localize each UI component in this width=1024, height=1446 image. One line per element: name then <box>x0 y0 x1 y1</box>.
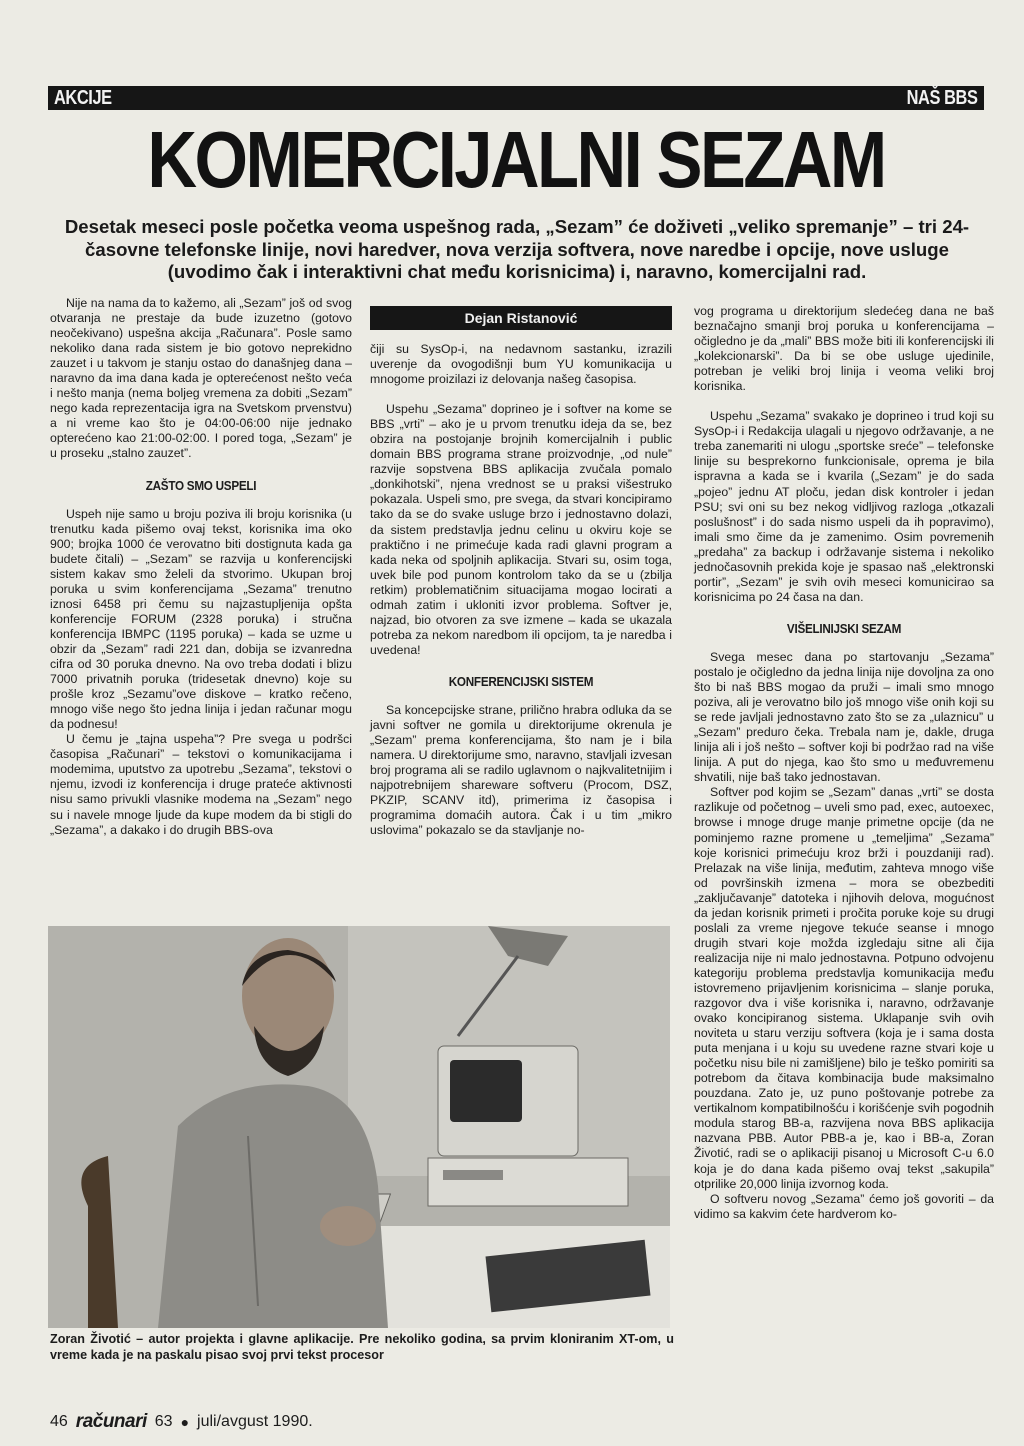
column-3 <box>694 304 994 1222</box>
headline: KOMERCIJALNI SEZAM <box>147 115 885 204</box>
paragraph: Uspeh nije samo u broju poziva ili broju korisnika (u trenutku kada pišemo ovaj tekst, korisnika ima oko 900; brojka 1000 će verovatno biti dostignuta kada ga budete čitali) – „Sezam” se razvija u konferencijski sistem kakav smo želeli da stvorimo. Ukupan broj poruka u svim konferencijama „Sezama” trenutno iznosi 6458 pri čemu su najzastupljenija opšta konferencije FORUM (2328 poruka) i stručna konferencija IBMPC (1195 poruka) – kada se uzme u obzir da „Sezam” radi 221 dan, dobija se izvanredna cifra od 30 poruka dnevno. Na ovo treba dodati i blizu 7000 privatnih poruka (tridesetak dnevno) koje su prošle kroz „Sezamu”ove diskove – kratko rečeno, mnogo više nego što jedna linija i jedan računar mogu da podnesu! <box>50 506 352 732</box>
page-number: 46 <box>50 1413 68 1430</box>
section-label-right: NAŠ BBS <box>907 87 978 109</box>
bullet-icon: ● <box>180 1414 190 1430</box>
page-footer <box>50 1410 313 1434</box>
issue-number: 63 <box>154 1413 173 1430</box>
section-label-left: AKCIJE <box>54 87 112 109</box>
author-byline: Dejan Ristanović <box>370 306 672 330</box>
paragraph: vog programa u direktorijum sledećeg dana ne baš beznačajno smanji broj poruka u konferencijama – očigledno je da „mali” BBS može biti ili konferencijski ili „kolekcionarski”. Da bi se obe usluge ujedinile, potreban je veliki broj linija i veoma veliki broj korisnika. <box>694 304 994 394</box>
section-bar <box>48 86 984 110</box>
paragraph: Svega mesec dana po startovanju „Sezama” postalo je očigledno da jedna linija nije dovoljna za ono što bi naš BBS mogao da pruži – imali smo mnogo poziva, ali je verovatno bilo još mnogo više onih koji su se rede javljali jednostavno zato što se za „ulaznicu” u „Sezam” preduго čeka. Trebala nam je, dakle, druga linija ali i još nešto – softver koji bi podržao rad na više linija. A put do njega, kao što smo u međuvremenu shvatili, nije baš tako jednostavan. <box>694 649 994 785</box>
paragraph: Uspehu „Sezama” doprineo je i softver na kome se BBS „vrti” – ako je u prvom trenutku ideja da se, bez obzira na postojanje brojnih komercijalnih i public domain BBS programa strane proizvodnje, „od nule” razvije sopstvena BBS aplikacija zvučala pomalo „donkihotski”, njena vrednost se u praksi višestruko pokazala. Uspeli smo, pre svega, da stvari koncipiramo tako da se do svake usluge brzo i jednostavno dolazi, da sistem predstavlja jednu celinu u okviru koje se praktično i ne primećuje kada radi glavni program a kada neka od spoljnih aplikacija. Stvari su, osim toga, uvek bile pod punom kontrolom tako da se u (zbilja retkim) problematičnim situacijama mogao locirati a odmah zatim i ukloniti izvor problema. Softver je, najzad, bio otvoren za sve izmene – kada se ukazala potreba za nekom naredbom ili opcijom, ta je naredba i uvedena! <box>370 402 672 657</box>
subheading: KONFERENCIJSKI SISTEM <box>448 673 594 689</box>
issue-date: juli/avgust 1990. <box>197 1413 313 1430</box>
paragraph: U čemu je „tajna uspeha”? Pre svega u podršci časopisa „Računari” – tekstovi o komunikacijama i modemima, uputstvo za upotrebu „Sezama”, tekstovi o njemu, izvodi iz konferencija i druge prateće aktivnosti nisu samo privukli vlasnike modema na „Sezam” nego su i navele mnoge ljude da kupe modem da bi stigli do „Sezama”, a dakako i do drugih BBS-ova <box>50 732 352 837</box>
magazine-name: računari <box>75 1411 147 1432</box>
paragraph: O softveru novog „Sezama” ćemo još govoriti – da vidimo sa kakvim ćete hardverom ko- <box>694 1191 994 1221</box>
subheading: VIŠELINIJSKI SEZAM <box>786 620 902 636</box>
photo <box>48 926 670 1328</box>
column-1 <box>50 296 352 838</box>
paragraph: čiji su SysOp-i, na nedavnom sastanku, izrazili uverenje da ovogodišnji bum YU komunikacija u mnogome proizilazi iz delovanja našeg časopisa. <box>370 342 672 387</box>
paragraph: Sa koncepcijske strane, prilično hrabra odluka da se javni softver ne gomila u direktorijume okrenula je „Sezam” prema konferencijama, što nam je i bila namera. U direktorijume smo, naravno, stavljali izvesan broj programa ali se radilo uglavnom o najkvalitetnijim i najpotrebnijem shareware softveru (Procom, DSZ, PKZIP, SCANV itd), primerima iz časopisa i programima domaćih autora. Čak i u tim „mikro uslovima” pokazalo se da stavljanje no- <box>370 702 672 838</box>
photo-caption: Zoran Životić – autor projekta i glavne aplikacije. Pre nekoliko godina, sa prvim kloniranim XT-om, u vreme kada je na paskalu pisao svoj prvi tekst procesor <box>50 1332 674 1362</box>
paragraph: Softver pod kojim se „Sezam” danas „vrti” se dosta razlikuje od početnog – uveli smo pad, exec, autoexec, browse i mnoge druge manje primetne opcije (da ne pominjemo razne promene u „temeljima” „Sezama” koje korisnici primećuju kroz brži i pouzdaniji rad). Prelazak na više linija, međutim, zahteva mnogo više od površinskih izmena – mora se obezbediti „zaključavanje” datoteka i njihovih delova, mogućnost da jedan korisnik primeti i pročita poruke koje su drugi poslali za vreme njegove tekuće seanse i mnogo drugih stvari koje možda izgledaju sitne ali čija realizacija nije ni malo jednostavna. Potpuno odvojenu kategoriju problema predstavlja komunikacija među istovremeno prijavljenim korisnicima – slanje poruka, razgovor dva i više korisnika i, naravno, održavanje ovako koncipiranog sistema. Uklapanje svih ovih noviteta u staru verziju softvera (koja je i sama dosta puta menjana i u koju su uvedene razne stvari koje u početku nisu bile ni zamišljene) bilo je teško pomiriti sa potrebom da čitava kombinacija bude maksimalno pouzdana. Zato je, uz puno poštovanje potrebe za vertikalnom kompatibilnošću i korišćenje svih pogodnih modula starog BB-a, razvijena nova BBS aplikacija nazvana PBB. Autor PBB-a je, kao i BB-a, Zoran Životić, radi se o aplikaciji pisanoj u Microsoft C-u 6.0 koja je do dana kada pišemo ovaj tekst „sakupila” otprilike 20,000 linija izvornog koda. <box>694 785 994 1191</box>
deck: Desetak meseci posle početka veoma uspešnog rada, „Sezam” će doživeti „veliko spremanje” – tri 24-časovne telefonske linije, novi haredver, nova verzija softvera, nove naredbe i opcije, nove usluge (uvodimo čak i interaktivni chat među korisnicima) i, naravno, komercijalni rad. <box>64 216 970 282</box>
photo-illustration <box>48 926 670 1328</box>
paragraph: Uspehu „Sezama” svakako je doprineo i trud koji su SysOp-i i Redakcija ulagali u njegovo održavanje, a ne treba zanemariti ni ulogu „sportske sreće” – telefonske linije su besprekorno funkcionisale, oprema je bila ispravna a kada se i kvarila („Sezam” je do sada „pojeo” jednu AT ploču, jedan disk kontroler i jedan PSU; svi oni su bez nekog vidljivog razloga „otkazali poslušnost” i do sada nismo uspeli da ih popravimo), imali smo čime da je zamenimo. Osim povremenih „predaha” za backup i održavanje sistema i nekoliko jednočasovnih prekida koje je spasao naš „elektronski portir”, „Sezam” je svih ovih meseci komunicirao sa korisnicima po 24 časa na dan. <box>694 409 994 604</box>
subheading: ZAŠTO SMO USPELI <box>145 477 257 493</box>
column-2 <box>370 342 672 838</box>
paragraph: Nije na nama da to kažemo, ali „Sezam” još od svog otvaranja ne prestaje da bude izuzetno (gotovo neočekivano) uspešna akcija „Računara”. Posle samo nekoliko dana rada sistem je bio gotovo neprekidno zauzet i u takvom je stanju ostao do današnjeg dana – naravno da ima dana kada je opterećenost nešto veća i nešto manja (nema boljeg vremena za dobiti „Sezam” nego kada reprezentacija igra na Svetskom prvenstvu) a ni vreme kao što je 04:00-06:00 nije jednako opterećeno kao 21:00-02:00. I pored toga, „Sezam” je u proseku „stalno zauzet”. <box>50 296 352 461</box>
